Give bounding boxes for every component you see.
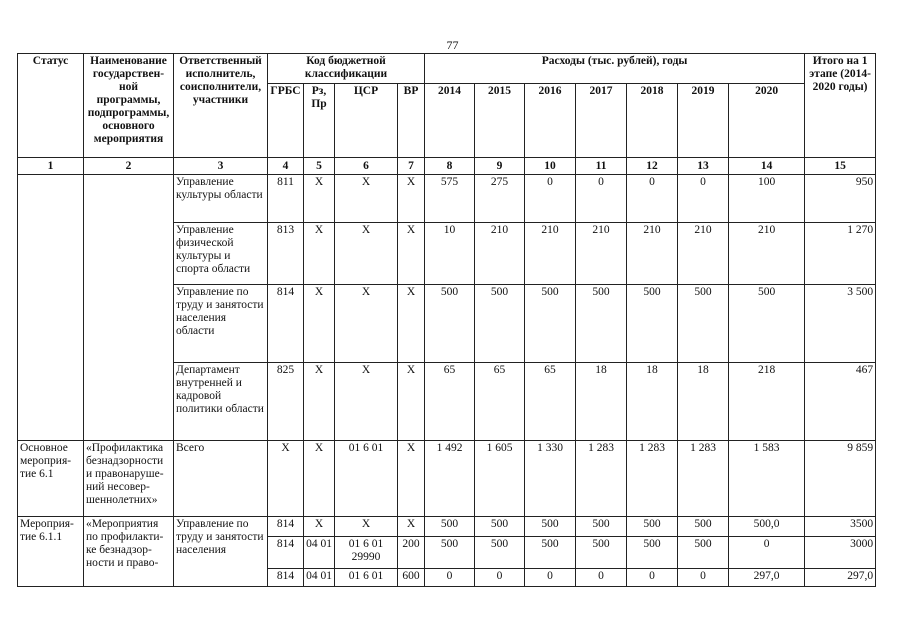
value-cell: 500 (729, 285, 805, 363)
csr-cell: X (335, 517, 398, 537)
header-year: 2014 (425, 84, 475, 158)
rz-cell: 04 01 (304, 537, 335, 569)
column-number-row (18, 158, 876, 175)
value-cell: 65 (525, 363, 576, 441)
value-cell: 18 (678, 363, 729, 441)
grbs-cell: 813 (268, 223, 304, 285)
responsible-cell: Управление культуры области (174, 175, 268, 223)
value-cell: 500 (627, 285, 678, 363)
value-cell: 1 283 (576, 441, 627, 517)
grbs-cell: 814 (268, 517, 304, 537)
vr-cell: 600 (398, 569, 425, 587)
status-cell: Основное мероприя-тие 6.1 (18, 441, 84, 517)
column-number: 1 (18, 158, 84, 175)
value-cell: 0 (525, 175, 576, 223)
name-cell (84, 175, 174, 441)
header-year: 2017 (576, 84, 627, 158)
total-cell: 3000 (805, 537, 876, 569)
table-row (18, 175, 876, 223)
vr-cell: X (398, 517, 425, 537)
value-cell: 0 (576, 175, 627, 223)
total-cell: 297,0 (805, 569, 876, 587)
rz-cell: X (304, 363, 335, 441)
vr-cell: X (398, 285, 425, 363)
column-number: 12 (627, 158, 678, 175)
value-cell: 10 (425, 223, 475, 285)
vr-cell: X (398, 363, 425, 441)
header-year: 2015 (475, 84, 525, 158)
total-cell: 9 859 (805, 441, 876, 517)
header-year: 2019 (678, 84, 729, 158)
value-cell: 500 (425, 285, 475, 363)
csr-cell: X (335, 363, 398, 441)
column-number: 10 (525, 158, 576, 175)
column-number: 15 (805, 158, 876, 175)
value-cell: 297,0 (729, 569, 805, 587)
status-cell: Мероприя-тие 6.1.1 (18, 517, 84, 587)
value-cell: 0 (678, 569, 729, 587)
value-cell: 210 (475, 223, 525, 285)
responsible-cell: Всего (174, 441, 268, 517)
header-vr: ВР (398, 84, 425, 158)
rz-cell: X (304, 223, 335, 285)
page-number: 77 (446, 38, 459, 52)
value-cell: 1 605 (475, 441, 525, 517)
status-cell (18, 175, 84, 441)
value-cell: 1 283 (627, 441, 678, 517)
value-cell: 0 (475, 569, 525, 587)
value-cell: 0 (678, 175, 729, 223)
value-cell: 1 583 (729, 441, 805, 517)
name-cell: «Профилактика безнадзорности и правонаруше-ний несовер-шеннолетних» (84, 441, 174, 517)
value-cell: 210 (678, 223, 729, 285)
grbs-cell: 825 (268, 363, 304, 441)
grbs-cell: 814 (268, 537, 304, 569)
value-cell: 500 (678, 537, 729, 569)
column-number: 14 (729, 158, 805, 175)
header-year: 2020 (729, 84, 805, 158)
value-cell: 500 (525, 517, 576, 537)
header-csr: ЦСР (335, 84, 398, 158)
value-cell: 500 (475, 285, 525, 363)
vr-cell: X (398, 223, 425, 285)
value-cell: 100 (729, 175, 805, 223)
value-cell: 500 (678, 517, 729, 537)
total-cell: 467 (805, 363, 876, 441)
total-cell: 3 500 (805, 285, 876, 363)
value-cell: 500 (627, 517, 678, 537)
responsible-cell: Управление по труду и занятости населения (174, 517, 268, 587)
column-number: 5 (304, 158, 335, 175)
header-rz: Рз, Пр (304, 84, 335, 158)
value-cell: 0 (525, 569, 576, 587)
value-cell: 575 (425, 175, 475, 223)
vr-cell: X (398, 175, 425, 223)
grbs-cell: 814 (268, 569, 304, 587)
value-cell: 18 (576, 363, 627, 441)
vr-cell: X (398, 441, 425, 517)
total-cell: 3500 (805, 517, 876, 537)
value-cell: 1 492 (425, 441, 475, 517)
header-expenses: Расходы (тыс. рублей), годы (425, 54, 805, 84)
value-cell: 500 (475, 537, 525, 569)
rz-cell: 04 01 (304, 569, 335, 587)
total-cell: 1 270 (805, 223, 876, 285)
budget-table (17, 53, 876, 587)
header-name: Наименование государствен-ной программы, подпрограммы, основного мероприятия (84, 54, 174, 158)
value-cell: 500 (576, 285, 627, 363)
value-cell: 18 (627, 363, 678, 441)
column-number: 8 (425, 158, 475, 175)
responsible-cell: Управление физической культуры и спорта области (174, 223, 268, 285)
column-number: 7 (398, 158, 425, 175)
value-cell: 1 283 (678, 441, 729, 517)
value-cell: 65 (425, 363, 475, 441)
rz-cell: X (304, 517, 335, 537)
rz-cell: X (304, 285, 335, 363)
value-cell: 1 330 (525, 441, 576, 517)
value-cell: 500 (425, 537, 475, 569)
header-year: 2018 (627, 84, 678, 158)
csr-cell: X (335, 285, 398, 363)
value-cell: 500,0 (729, 517, 805, 537)
column-number: 11 (576, 158, 627, 175)
responsible-cell: Управление по труду и занятости населения области (174, 285, 268, 363)
value-cell: 210 (525, 223, 576, 285)
value-cell: 500 (475, 517, 525, 537)
header-total: Итого на 1 этапе (2014-2020 годы) (805, 54, 876, 158)
responsible-cell: Департамент внутренней и кадровой политики области (174, 363, 268, 441)
column-number: 9 (475, 158, 525, 175)
value-cell: 210 (729, 223, 805, 285)
value-cell: 210 (627, 223, 678, 285)
value-cell: 500 (525, 537, 576, 569)
value-cell: 65 (475, 363, 525, 441)
header-budget-code: Код бюджетной классификации (268, 54, 425, 84)
column-number: 6 (335, 158, 398, 175)
value-cell: 0 (576, 569, 627, 587)
grbs-cell: 814 (268, 285, 304, 363)
table-row (18, 441, 876, 517)
grbs-cell: 811 (268, 175, 304, 223)
name-cell: «Мероприятия по профилакти-ке безнадзор-ности и право- (84, 517, 174, 587)
column-number: 4 (268, 158, 304, 175)
value-cell: 0 (627, 569, 678, 587)
value-cell: 500 (525, 285, 576, 363)
value-cell: 500 (576, 517, 627, 537)
value-cell: 218 (729, 363, 805, 441)
vr-cell: 200 (398, 537, 425, 569)
total-cell: 950 (805, 175, 876, 223)
header-grbs: ГРБС (268, 84, 304, 158)
table-row (18, 517, 876, 537)
csr-cell: 01 6 01 (335, 441, 398, 517)
value-cell: 500 (627, 537, 678, 569)
header-responsible: Ответственный исполнитель, соисполнители, участники (174, 54, 268, 158)
value-cell: 0 (729, 537, 805, 569)
value-cell: 500 (576, 537, 627, 569)
csr-cell: 01 6 01 29990 (335, 537, 398, 569)
value-cell: 275 (475, 175, 525, 223)
rz-cell: X (304, 441, 335, 517)
value-cell: 210 (576, 223, 627, 285)
grbs-cell: X (268, 441, 304, 517)
column-number: 2 (84, 158, 174, 175)
csr-cell: X (335, 175, 398, 223)
csr-cell: 01 6 01 (335, 569, 398, 587)
header-status: Статус (18, 54, 84, 158)
column-number: 13 (678, 158, 729, 175)
rz-cell: X (304, 175, 335, 223)
value-cell: 500 (425, 517, 475, 537)
value-cell: 0 (425, 569, 475, 587)
header-year: 2016 (525, 84, 576, 158)
value-cell: 500 (678, 285, 729, 363)
value-cell: 0 (627, 175, 678, 223)
csr-cell: X (335, 223, 398, 285)
column-number: 3 (174, 158, 268, 175)
